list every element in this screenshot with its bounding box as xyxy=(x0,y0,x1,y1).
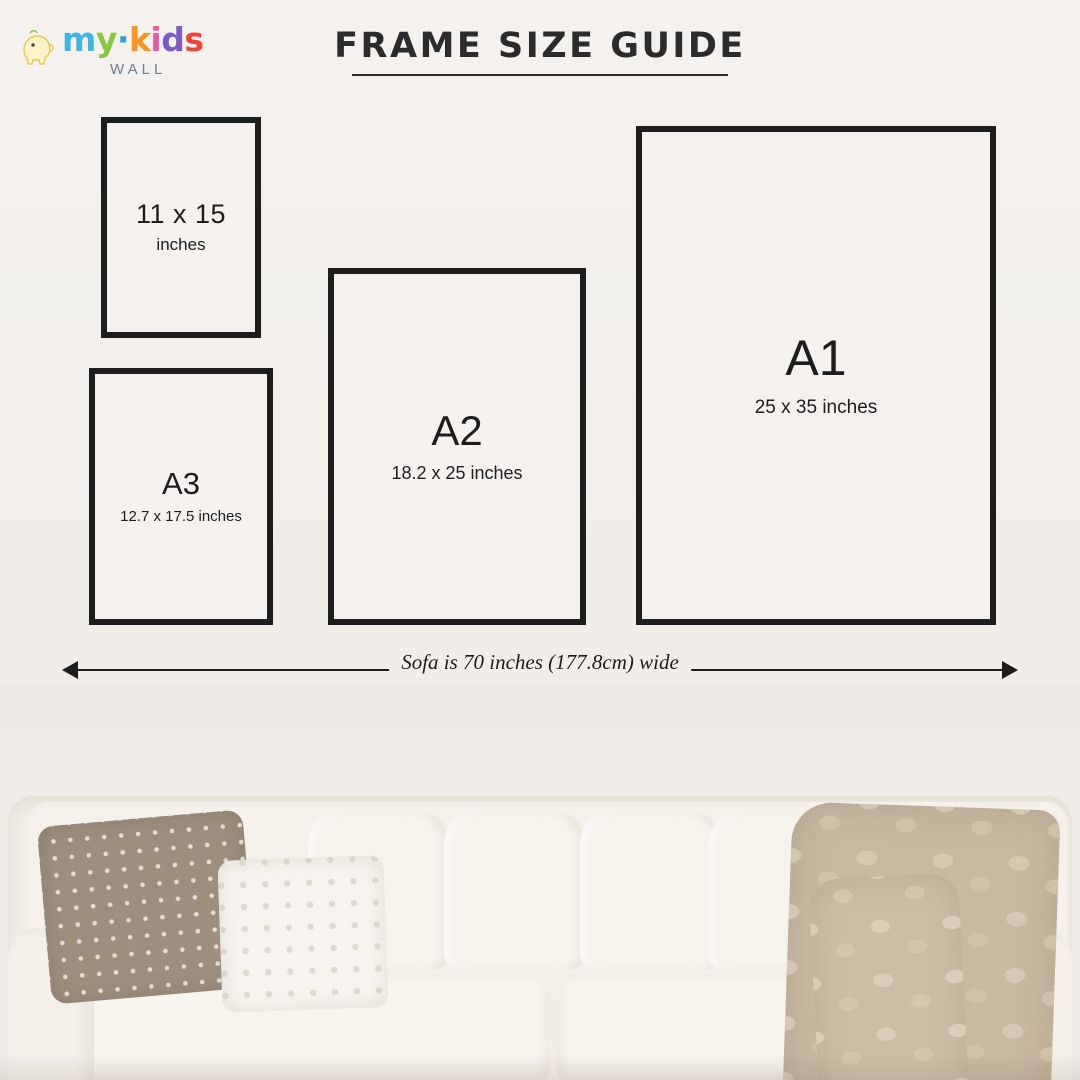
sofa-width-measurement xyxy=(62,650,1018,684)
frame-label-name: A3 xyxy=(162,465,200,501)
knit-blanket-drape xyxy=(808,872,974,1080)
frame-label-size: 25 x 35 inches xyxy=(754,396,878,418)
throw-pillow-white xyxy=(217,855,388,1013)
frame-label-name: A2 xyxy=(431,406,483,454)
frame-label-name: A1 xyxy=(785,330,847,387)
back-cushion xyxy=(580,810,722,970)
frame-swatch-a3 xyxy=(89,368,273,625)
brand-subtitle: WALL xyxy=(110,61,167,78)
floor-shadow xyxy=(0,1054,1080,1080)
arrow-left-icon xyxy=(62,661,78,679)
brand-name: my·kids xyxy=(62,20,204,59)
measurement-label: Sofa is 70 inches (177.8cm) wide xyxy=(389,650,691,675)
sofa-scene xyxy=(0,686,1080,1080)
frame-label-name: 11 x 15 xyxy=(135,198,227,229)
frame-label-size: 18.2 x 25 inches xyxy=(391,463,523,484)
frame-label-size: inches xyxy=(156,235,206,255)
page-title: FRAME SIZE GUIDE xyxy=(334,26,746,66)
arrow-right-icon xyxy=(1002,661,1018,679)
frame-swatch-11x15 xyxy=(101,117,261,338)
frame-swatch-a2 xyxy=(328,268,586,625)
sofa-body xyxy=(8,796,1072,1080)
wall-shadow xyxy=(0,686,1080,746)
frame-label-size: 12.7 x 17.5 inches xyxy=(120,508,242,526)
frame-swatch-a1 xyxy=(636,126,996,625)
title-underline xyxy=(352,74,728,76)
back-cushion xyxy=(444,810,586,970)
